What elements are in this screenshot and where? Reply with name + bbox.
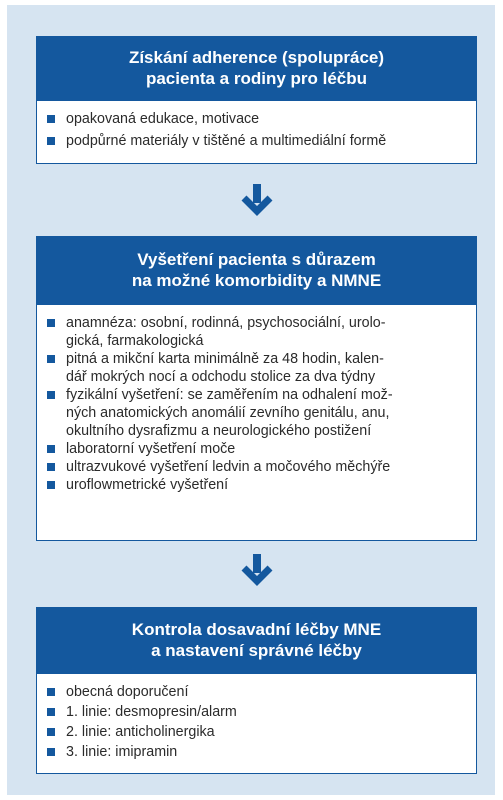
flowchart-panel (7, 5, 495, 795)
bullet-icon (47, 728, 55, 736)
item-line: gická, farmakologická (66, 333, 204, 349)
item-line: ultrazvukové vyšetření ledvin a močového měchýře (66, 459, 391, 475)
step-items (36, 100, 477, 164)
title-line: a nastavení správné léčby (151, 641, 362, 660)
item-line: uroflowmetrické vyšetření (66, 477, 229, 493)
bullet-icon (47, 445, 55, 453)
bullet-icon (47, 355, 55, 363)
bullet-icon (47, 748, 55, 756)
item-text: 3. linie: imipramin (66, 744, 178, 760)
list-item (45, 440, 468, 458)
list-item (45, 476, 468, 494)
list-item (45, 683, 468, 701)
step-items (36, 673, 477, 774)
bullet-icon (47, 481, 55, 489)
bullet-icon (47, 391, 55, 399)
item-line: okultního dysrafizmu a neurologického postižení (66, 423, 372, 439)
item-text: obecná doporučení (66, 684, 189, 700)
item-text: 1. linie: desmopresin/alarm (66, 704, 237, 720)
bullet-icon (47, 137, 55, 145)
item-line: fyzikální vyšetření: se zaměřením na odhalení mož- (66, 387, 393, 403)
title-line: na možné komorbidity a NMNE (131, 271, 382, 290)
step-adherence (36, 36, 477, 164)
bullet-icon (47, 688, 55, 696)
bullet-icon (47, 319, 55, 327)
list-item (45, 723, 468, 741)
title-line: Získání adherence (spolupráce) (128, 48, 385, 67)
arrow-down-icon (240, 553, 274, 587)
item-line: laboratorní vyšetření moče (66, 441, 236, 457)
step-treatment (36, 607, 477, 774)
item-line: pitná a mikční karta minimálně za 48 hodin, kalen- (66, 351, 384, 367)
step-title (36, 36, 477, 100)
title-line: Kontrola dosavadní léčby MNE (131, 620, 382, 639)
list-item (45, 703, 468, 721)
arrow-down-icon (240, 183, 274, 217)
step-examination (36, 236, 477, 541)
item-line: anamnéza: osobní, rodinná, psychosociální, urolo- (66, 315, 386, 331)
title-line: pacienta a rodiny pro léčbu (145, 69, 368, 88)
step-items (36, 304, 477, 541)
bullet-icon (47, 463, 55, 471)
list-item (45, 132, 468, 150)
step-title (36, 236, 477, 304)
item-line: dář mokrých nocí a odchodu stolice za dva týdny (66, 369, 376, 385)
step-title (36, 607, 477, 673)
list-item (45, 458, 468, 476)
item-text: podpůrné materiály v tištěné a multimediální formě (66, 133, 387, 149)
item-text: opakovaná edukace, motivace (66, 111, 260, 127)
item-text: 2. linie: anticholinergika (66, 724, 215, 740)
list-item (45, 743, 468, 761)
list-item (45, 386, 468, 440)
list-item (45, 350, 468, 386)
bullet-icon (47, 708, 55, 716)
list-item (45, 110, 468, 128)
list-item (45, 314, 468, 350)
title-line: Vyšetření pacienta s důrazem (137, 250, 376, 269)
item-line: ných anatomických anomálií zevního genitálu, anu, (66, 405, 390, 421)
bullet-icon (47, 115, 55, 123)
